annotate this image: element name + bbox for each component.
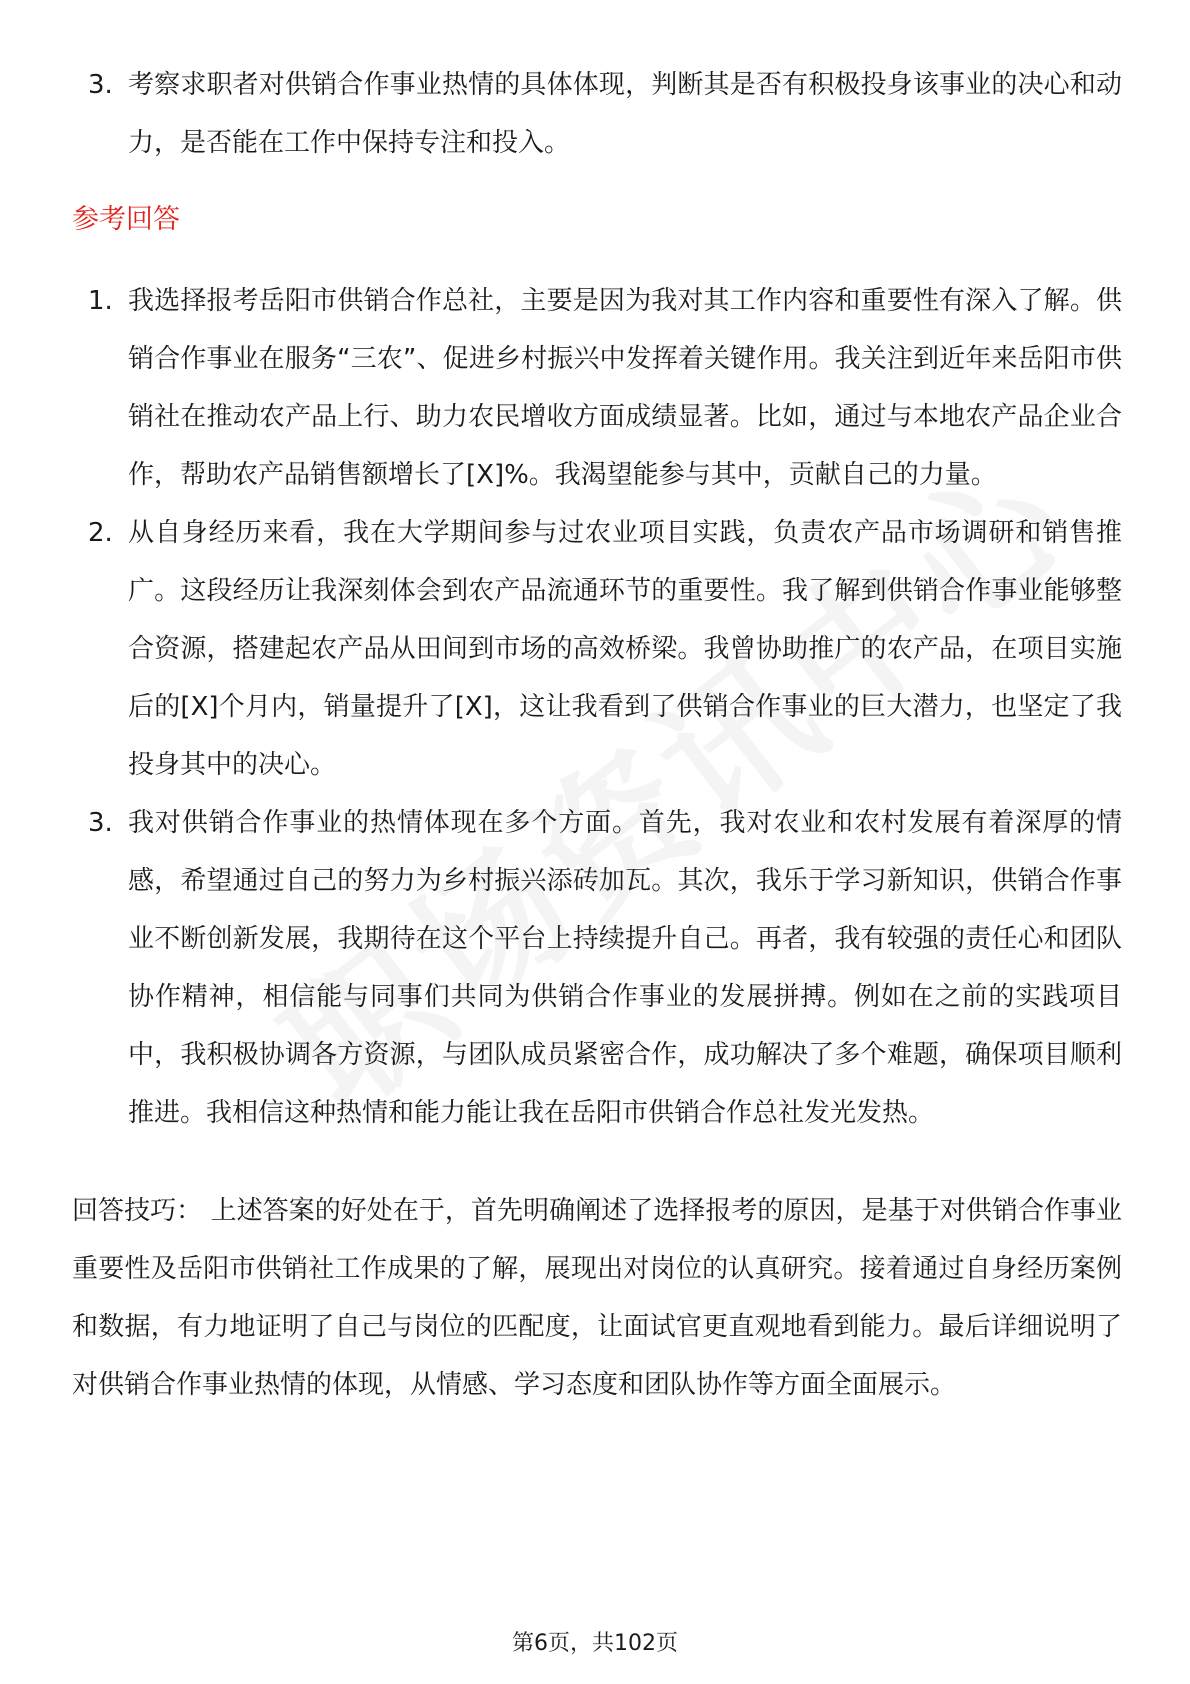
section-heading-reference-answer: 参考回答 — [72, 204, 180, 235]
answer-item-2 — [72, 504, 1122, 794]
page-footer: 第6页，共102页 — [512, 1631, 678, 1656]
list-number: 3. — [88, 808, 113, 838]
answer-text: 从自身经历来看，我在大学期间参与过农业项目实践，负责农产品市场调研和销售推广。这段经历让我深刻体会到农产品流通环节的重要性。我了解到供销合作事业能够整合资源，搭建起农产品从田间到市场的高效桥梁。我曾协助推广的农产品，在项目实施后的[X]个月内，销量提升了[X]，这让我看到了供销合作事业的巨大潜力，也坚定了我投身其中的决心。 — [128, 518, 1122, 780]
answer-text: 我对供销合作事业的热情体现在多个方面。首先，我对农业和农村发展有着深厚的情感，希望通过自己的努力为乡村振兴添砖加瓦。其次，我乐于学习新知识，供销合作事业不断创新发展，我期待在这个平台上持续提升自己。再者，我有较强的责任心和团队协作精神，相信能与同事们共同为供销合作事业的发展拼搏。例如在之前的实践项目中，我积极协调各方资源，与团队成员紧密合作，成功解决了多个难题，确保项目顺利推进。我相信这种热情和能力能让我在岳阳市供销合作总社发光发热。 — [128, 808, 1122, 1128]
list-number: 3. — [88, 70, 113, 100]
list-item-evaluation-3 — [72, 56, 1122, 172]
list-number: 1. — [88, 286, 113, 316]
answer-item-1 — [72, 272, 1122, 504]
answer-tips-paragraph: 回答技巧： 上述答案的好处在于，首先明确阐述了选择报考的原因，是基于对供销合作事业重要性及岳阳市供销社工作成果的了解，展现出对岗位的认真研究。接着通过自身经历案例和数据，有力地证明了自己与岗位的匹配度，让面试官更直观地看到能力。最后详细说明了对供销合作事业热情的体现，从情感、学习态度和团队协作等方面全面展示。 — [72, 1196, 1122, 1400]
answer-item-3 — [72, 794, 1122, 1142]
answer-text: 我选择报考岳阳市供销合作总社，主要是因为我对其工作内容和重要性有深入了解。供销合作事业在服务“三农”、促进乡村振兴中发挥着关键作用。我关注到近年来岳阳市供销社在推动农产品上行、助力农民增收方面成绩显著。比如，通过与本地农产品企业合作，帮助农产品销售额增长了[X]%。我渴望能参与其中，贡献自己的力量。 — [128, 286, 1122, 490]
page-content — [72, 56, 1122, 1414]
list-item-text: 考察求职者对供销合作事业热情的具体体现，判断其是否有积极投身该事业的决心和动力，是否能在工作中保持专注和投入。 — [128, 70, 1122, 158]
list-number: 2. — [88, 518, 113, 548]
